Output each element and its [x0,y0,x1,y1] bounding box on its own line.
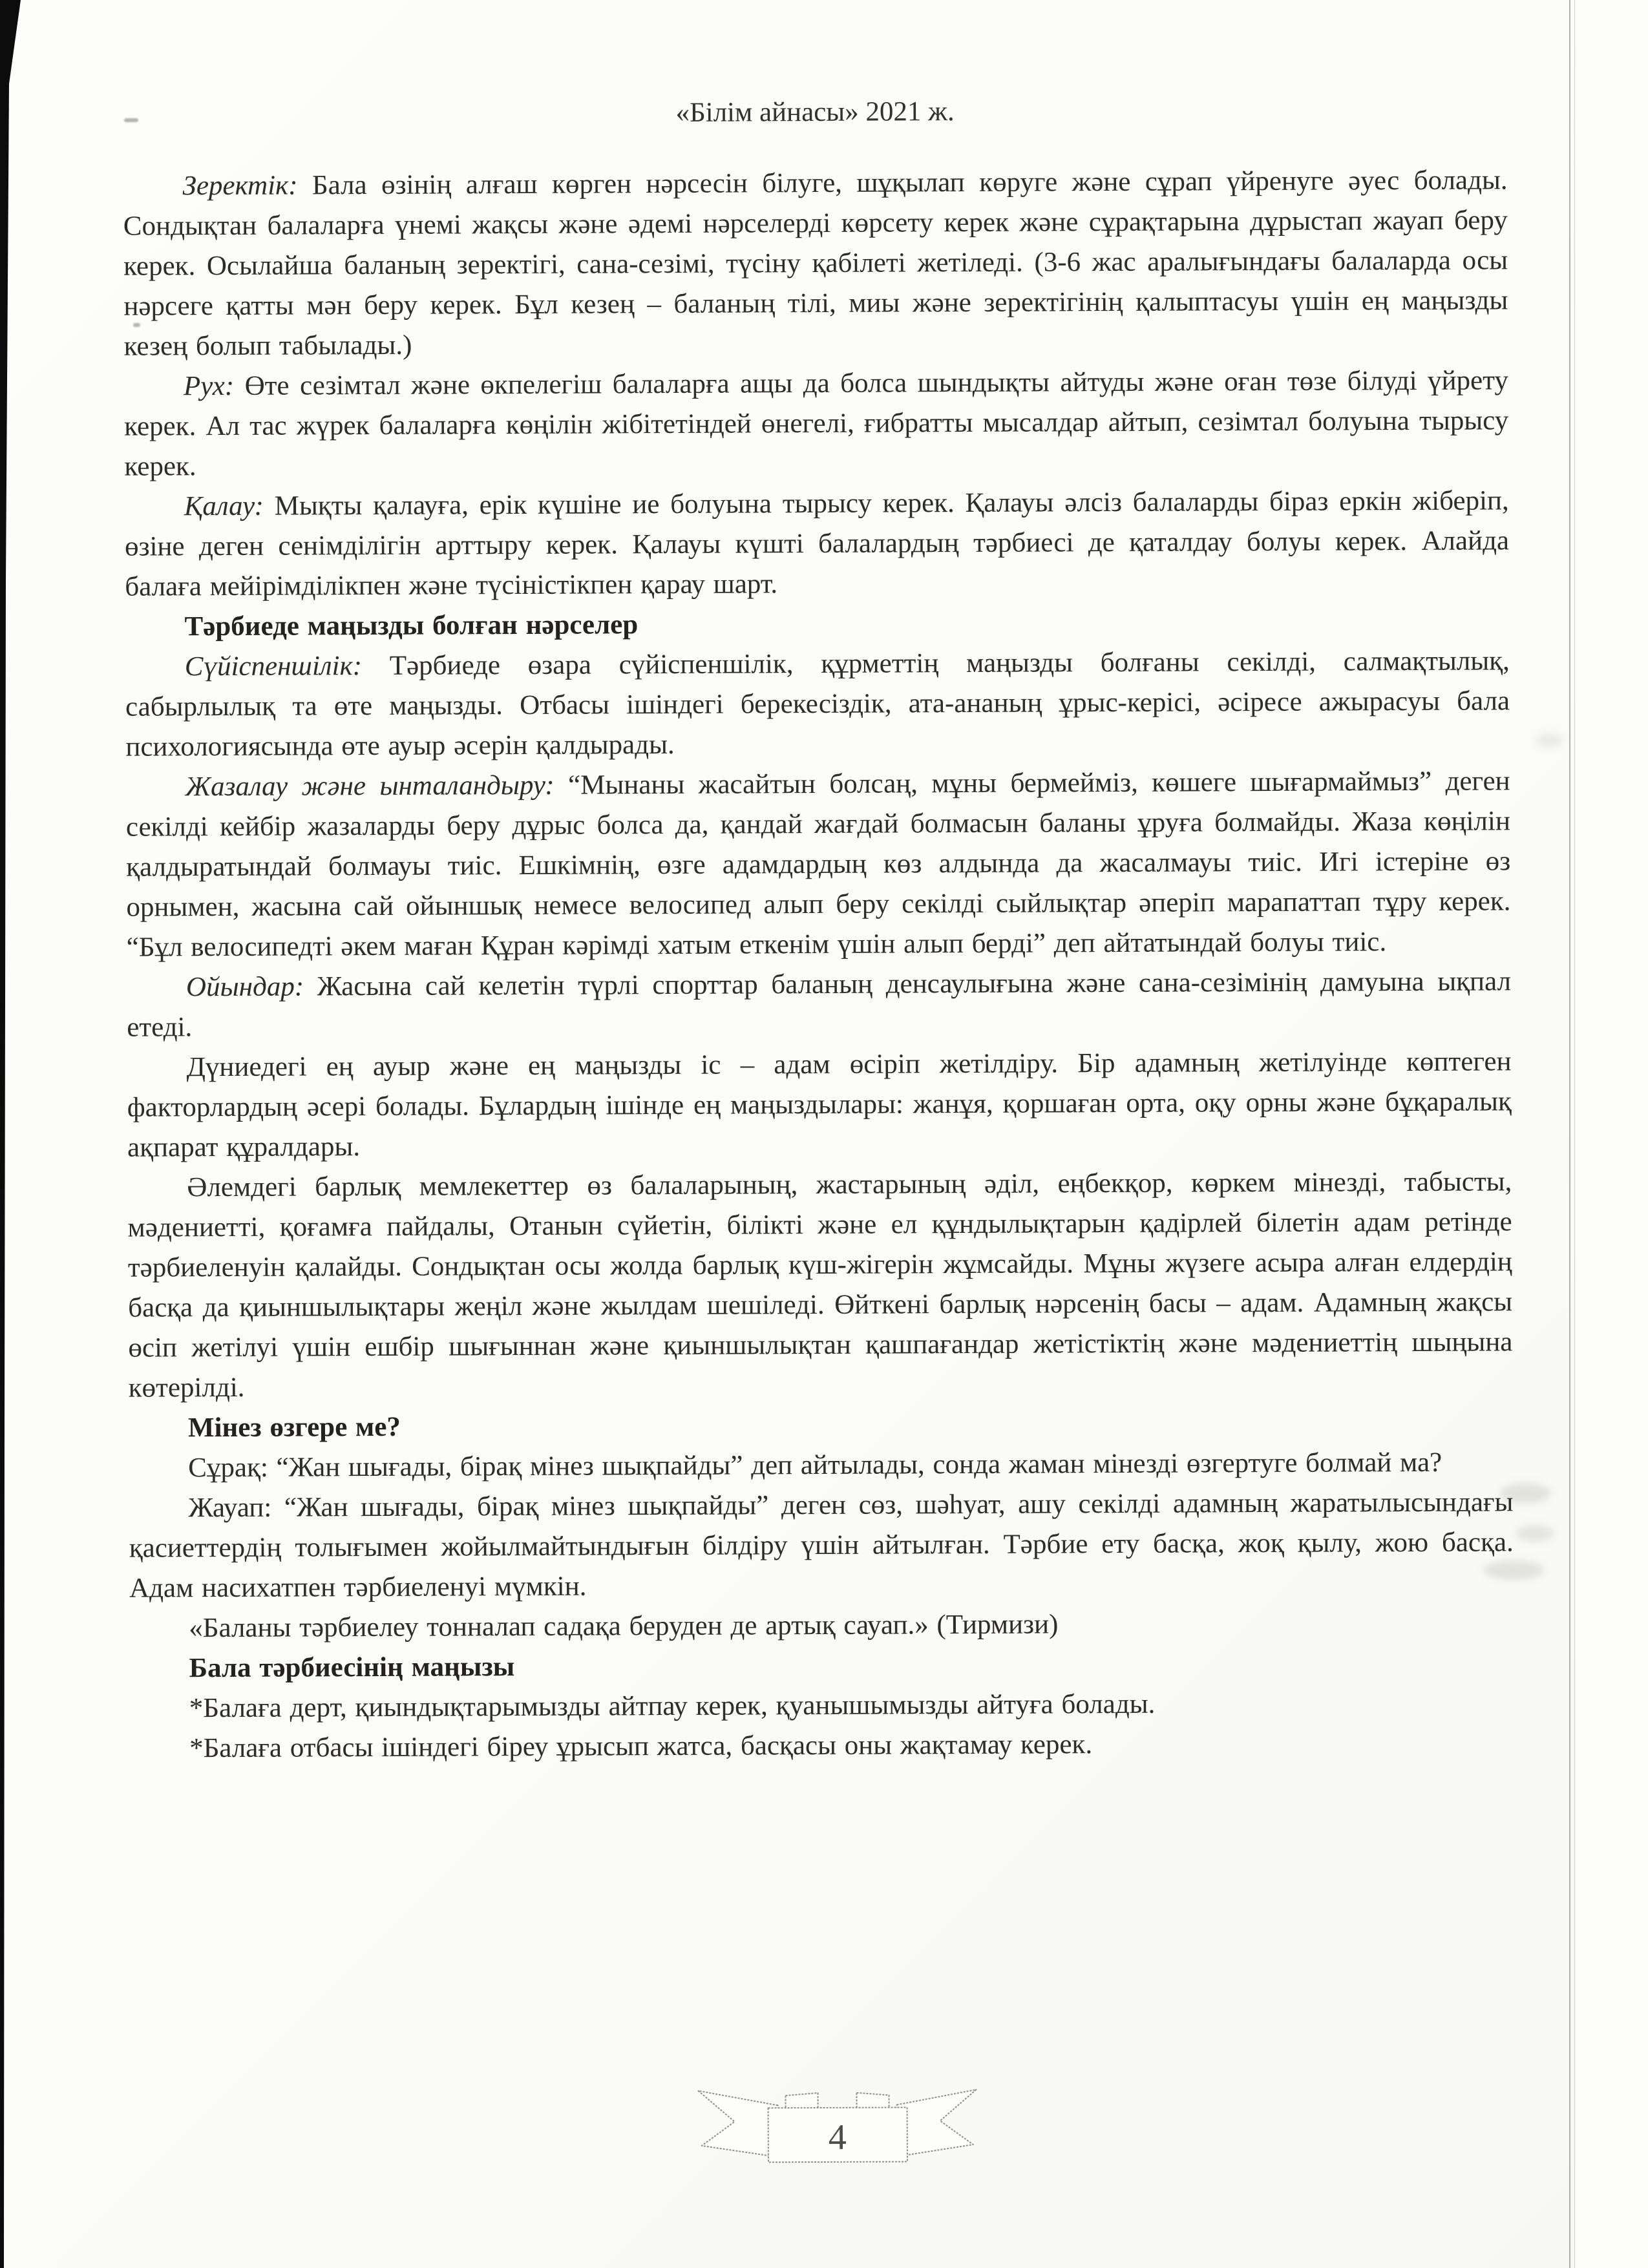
scan-margin-strip [1576,0,1648,2268]
paragraph [125,641,1510,767]
page-number: 4 [828,2117,847,2158]
scan-fold-line [1569,0,1570,2268]
paragraph: Әлемдегі барлық мемлекеттер өз балаларының, жастарының әділ, еңбекқор, көркем мінезді, табысты, мәдениетті, қоғамға пайдалы, Отанын сүйетін, білікті және ел құндылықтарын қадірлей білетін адам ретінде тәрбиеленуін қалайды. Сондықтан осы жолда барлық күш-жігерін жұмсайды. Мұны жүзеге асыра алған елдердің басқа да қиыншылықтары жеңіл және жылдам шешіледі. Өйткені барлық нәрсенің басы – адам. Адамның жақсы өсіп жетілуі үшін ешбір шығыннан және қиыншылықтан қашпағандар жетістіктің және мәдениеттің шыңына көтерілді. [127,1166,1513,1403]
paragraph-lead: Қалау: [184,490,264,522]
paragraph [126,761,1511,967]
page-number-ribbon [688,2083,986,2175]
ribbon-right-tail [896,2090,976,2157]
paragraph-lead: Ойындар: [185,971,304,1003]
scan-fold-line-secondary [1574,0,1575,2268]
scan-edge-shadow [0,0,26,2268]
section-heading: Тәрбиеде маңызды болған нәрселер [184,609,639,642]
paragraph [125,481,1510,607]
journal-title: «Білім айнасы» 2021 ж. [675,96,955,128]
paragraph [124,361,1509,487]
paragraph-text: Жасына сай келетін түрлі спорттар баланың денсаулығына және сана-сезімінің дамуына ықпал етеді. [127,966,1512,1043]
paragraph-text: Мықты қалауға, ерік күшіне ие болуына тырысу керек. Қалауы әлсіз балаларды біраз еркін жіберіп, өзіне деген сенімділігін арттыру керек. Қалауы күшті балалардың тәрбиесі де қаталдау болуы керек. Алайда балаға мейірімділікпен және түсіністікпен қарау шарт. [124,485,1510,602]
paragraph [123,160,1508,366]
paragraph: Сұрақ: “Жан шығады, бірақ мінез шықпайды” деп айтылады, сонда жаман мінезді өзгертуге болмай ма? [188,1447,1442,1484]
paragraph-lead: Зеректік: [182,170,298,202]
paragraph: *Балаға отбасы ішіндегі біреу ұрысып жатса, басқасы оны жақтамау керек. [189,1729,1093,1764]
paragraph-lead: Рух: [183,370,235,402]
paragraph-text: Бала өзінің алғаш көрген нәрсесін білуге, шұқылап көруге және сұрап үйренуге әуес болады. Сондықтан балаларға үнемі жақсы және әдемі нәрселерді көрсету керек және сұрақтарына дұрыстап жауап беру керек. Осылайша баланың зеректігі, сана-сезімі, түсіну қабілеті жетіледі. (3-6 жас аралығындағы балаларда осы нәрсеге қатты мән беру керек. Бұл кезең – баланың тілі, миы және зеректігінің қалыптасуы үшін ең маңызды кезең болып табылады.) [123,165,1508,362]
section-heading: Мінез өзгере ме? [187,1411,401,1444]
paragraph: Жауап: “Жан шығады, бірақ мінез шықпайды” деген сөз, шәһуат, ашу секілді адамның жаратылысындағы қасиеттердің толығымен жойылмайтындығын білдіру үшін айтылған. Тәрбие ету басқа, жоқ қылу, жою басқа. Адам насихатпен тәрбиеленуі мүмкін. [129,1487,1514,1604]
paragraph: *Балаға дерт, қиындықтарымызды айтпау керек, қуанышымызды айтуға болады. [189,1688,1156,1724]
paragraph [127,961,1512,1047]
paragraph: Дүниедегі ең ауыр және ең маңызды іс – адам өсіріп жетілдіру. Бір адамның жетілуінде көптеген факторлардың әсері болады. Бұлардың ішінде ең маңыздылары: жанұя, қоршаған орта, оқу орны және бұқаралық ақпарат құралдары. [127,1046,1512,1163]
paragraph-text: Тәрбиеде өзара сүйіспеншілік, құрметтің маңызды болғаны секілді, салмақтылық, сабырлылық та өте маңызды. Отбасы ішіндегі берекесіздік, ата-ананың ұрыс-керісі, әсіресе ажырасуы бала психологиясында өте ауыр әсерін қалдырады. [125,646,1510,762]
paragraph-text: “Мынаны жасайтын болсаң, мұны бермейміз, көшеге шығармаймыз” деген секілді кейбір жазаларды беру дұрыс болса да, қандай жағдай болмасын баланы ұруға болмайды. Жаза көңілін қалдыратындай болмауы тиіс. Ешкімнің, өзге адамдардың көз алдында да жасалмауы тиіс. Игі істеріне өз орнымен, жасына сай ойыншық немесе велосипед алып беру секілді сыйлықтар әперіп марапаттап тұру керек. “Бұл велосипедті әкем маған Құран кәрімді хатым еткенім үшін алып берді” деп айтатындай болуы тиіс. [125,766,1511,963]
ink-bleed-smudge [1516,1525,1554,1542]
section-heading: Бала тәрбиесінің маңызы [189,1652,515,1684]
printed-text-block [123,94,1517,2258]
ribbon-left-tail [698,2090,777,2158]
paragraph-lead: Жазалау және ынталандыру: [185,770,555,803]
ink-bleed-smudge [1535,733,1564,748]
paragraph-text: Өте сезімтал және өкпелегіш балаларға ащы да болса шындықты айтуды және оған төзе білуді үйрету керек. Ал тас жүрек балаларға көңілін жібітетіндей өнегелі, ғибратты мысалдар айтып, сезімтал болуына тырысу керек. [124,365,1509,482]
paragraph-lead: Сүйіспеншілік: [184,651,363,682]
paragraph: «Баланы тәрбиелеу тонналап садақа беруден де артық сауап.» (Тирмизи) [189,1609,1059,1644]
